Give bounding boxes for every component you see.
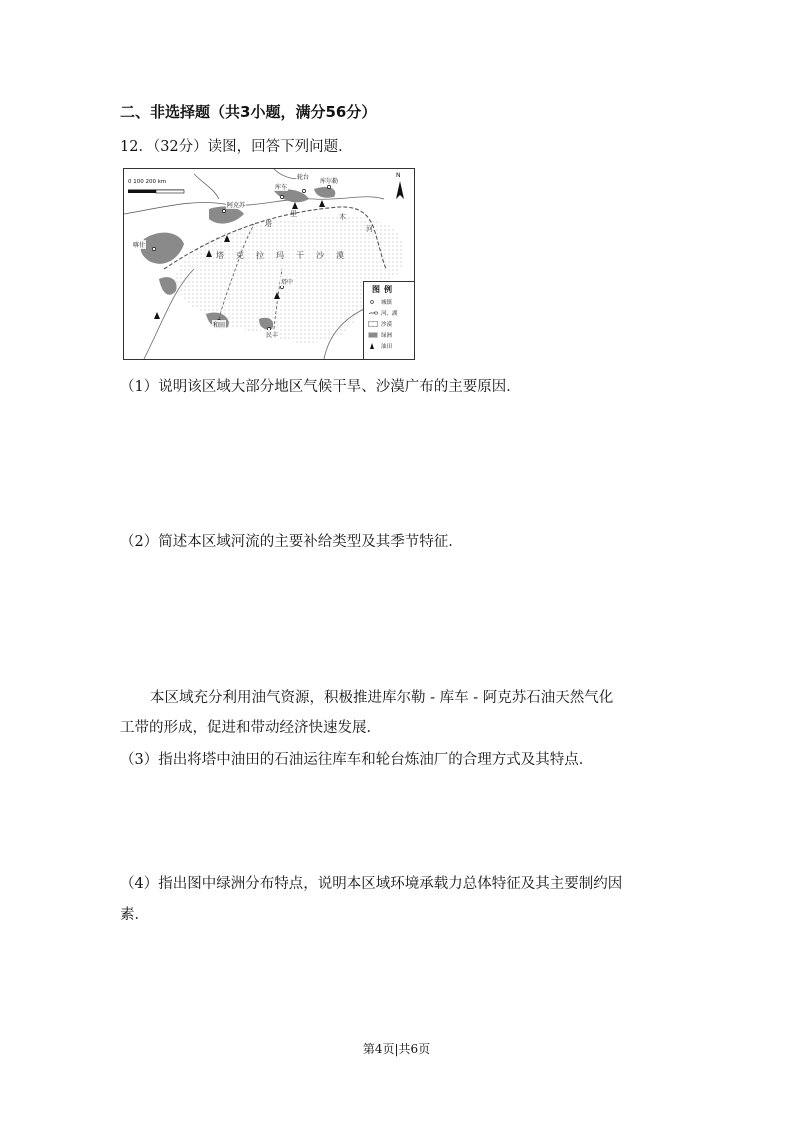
oasis-area [209,207,244,224]
section-title: 二、非选择题（共3小题，满分56分） [120,103,377,121]
desert-name-char: 玛 [276,251,284,260]
map-legend [363,281,414,359]
city-label: 库尔勒 [320,178,339,185]
north-arrow [396,181,404,199]
subquestion-2: （2）简述本区域河流的主要补给类型及其季节特征． [120,534,463,550]
subquestion-1: （1）说明该区域大部分地区气候干旱、沙漠广布的主要原因． [120,379,521,395]
desert-name-char: 塔 [216,251,224,260]
desert-dots-icon [368,321,378,327]
city-label: 喀什 [133,242,146,249]
page-footer: 第4页|共6页 [362,1042,431,1056]
map-scale: 0 100 200 km [128,179,167,185]
north-label: N [396,172,401,179]
legend-item [368,320,392,328]
city-label: 轮台 [297,174,310,181]
desert-name-char: 干 [296,251,304,260]
subquestion-4-line-2: 素． [120,907,149,923]
subquestion-4-line-1: （4）指出图中绿洲分布特点，说明本区域环境承载力总体特征及其主要制约因 [120,876,623,892]
passage-line-1: 本区域充分利用油气资源，积极推进库尔勒 - 库车 - 阿克苏石油天然气化 [150,690,614,706]
legend-item [368,298,392,306]
oasis-area [141,233,184,264]
city-label: 和田 [213,322,226,329]
river-lake-icon [368,310,378,316]
river-name-char: 河 [366,225,373,233]
desert-name-char: 漠 [336,251,344,260]
legend-label: 城镇 [381,300,393,306]
city-dot-icon [368,299,378,305]
terrain-line [194,174,219,199]
city-label: 库车 [275,184,288,191]
desert-name-char: 沙 [316,251,324,260]
river-name-char: 木 [339,213,346,221]
tarim-basin-map [123,168,415,360]
legend-title: 图例 [372,285,396,294]
legend-item [368,342,392,350]
oasis-icon [368,332,378,338]
legend-label: 河、湖 [381,311,398,317]
desert-name-char: 克 [236,251,244,260]
subquestion-3: （3）指出将塔中油田的石油运往库车和轮台炼油厂的合理方式及其特点． [120,752,594,768]
river-name-char: 里 [290,210,297,218]
legend-label: 绿洲 [381,333,393,339]
city-label: 塔中 [281,279,294,286]
river-name-char: 塔 [265,220,272,228]
desert-name-char: 拉 [256,251,264,260]
oilfield-icon [368,343,378,349]
city-label: 民丰 [266,332,279,339]
passage-line-2: 工带的形成，促进和带动经济快速发展． [120,720,381,736]
oasis-area [159,277,177,295]
legend-label: 油田 [381,344,393,350]
legend-item [368,331,392,339]
legend-item [368,309,398,317]
legend-label: 沙漠 [381,322,393,328]
question-stem: 12．（32分）读图，回答下列问题． [120,139,353,155]
oasis-area [314,187,335,198]
city-label: 阿克苏 [227,202,246,209]
